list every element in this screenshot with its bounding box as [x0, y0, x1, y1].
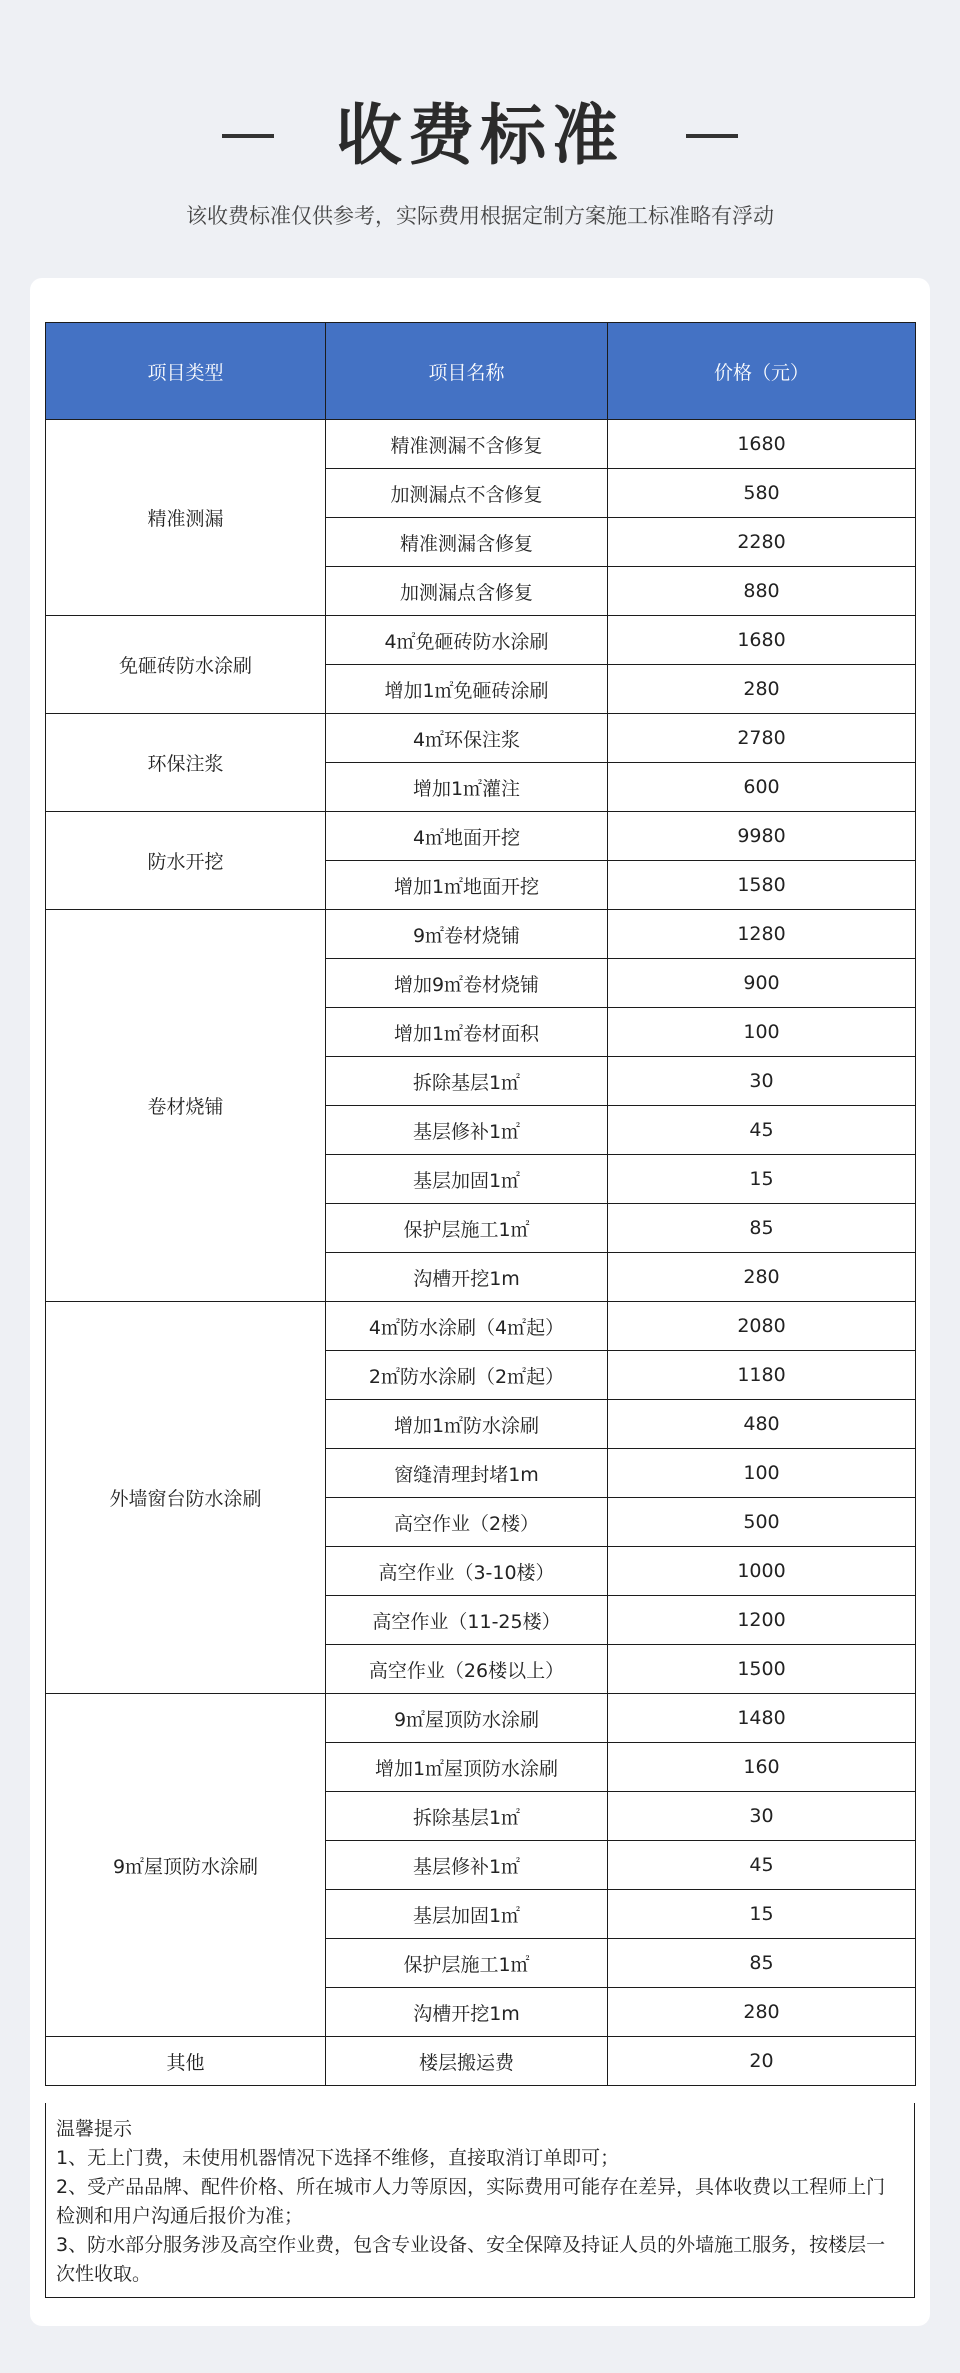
cell-item-name: 增加9㎡卷材烧铺 — [326, 959, 608, 1008]
cell-item-type: 其他 — [46, 2037, 326, 2086]
notes-box — [45, 2103, 915, 2298]
cell-item-name: 增加1㎡防水涂刷 — [326, 1400, 608, 1449]
cell-item-name: 沟槽开挖1m — [326, 1988, 608, 2037]
cell-item-type: 外墙窗台防水涂刷 — [46, 1302, 326, 1694]
cell-item-price: 30 — [608, 1057, 916, 1106]
cell-item-price: 9980 — [608, 812, 916, 861]
cell-item-type: 环保注浆 — [46, 714, 326, 812]
notes-title: 温馨提示 — [56, 2118, 133, 2140]
cell-item-price: 1580 — [608, 861, 916, 910]
note-line: 2、受产品品牌、配件价格、所在城市人力等原因，实际费用可能存在差异，具体收费以工程师上门检测和用户沟通后报价为准； — [56, 2176, 886, 2227]
cell-item-price: 1180 — [608, 1351, 916, 1400]
cell-item-name: 楼层搬运费 — [326, 2037, 608, 2086]
cell-item-price: 900 — [608, 959, 916, 1008]
cell-item-price: 1480 — [608, 1694, 916, 1743]
cell-item-name: 9㎡屋顶防水涂刷 — [326, 1694, 608, 1743]
cell-item-price: 45 — [608, 1106, 916, 1155]
title-dash-left — [222, 134, 274, 138]
column-header-price: 价格（元） — [608, 323, 916, 420]
cell-item-price: 30 — [608, 1792, 916, 1841]
cell-item-price: 85 — [608, 1204, 916, 1253]
cell-item-price: 15 — [608, 1155, 916, 1204]
cell-item-name: 窗缝清理封堵1m — [326, 1449, 608, 1498]
cell-item-price: 280 — [608, 665, 916, 714]
note-line: 3、防水部分服务涉及高空作业费，包含专业设备、安全保障及持证人员的外墙施工服务，按楼层一次性收取。 — [56, 2234, 886, 2285]
cell-item-name: 加测漏点含修复 — [326, 567, 608, 616]
cell-item-name: 基层修补1㎡ — [326, 1106, 608, 1155]
cell-item-price: 1200 — [608, 1596, 916, 1645]
cell-item-name: 高空作业（11-25楼） — [326, 1596, 608, 1645]
cell-item-price: 45 — [608, 1841, 916, 1890]
cell-item-price: 2080 — [608, 1302, 916, 1351]
cell-item-name: 4㎡防水涂刷（4㎡起） — [326, 1302, 608, 1351]
cell-item-name: 精准测漏含修复 — [326, 518, 608, 567]
cell-item-price: 20 — [608, 2037, 916, 2086]
cell-item-name: 精准测漏不含修复 — [326, 420, 608, 469]
cell-item-name: 保护层施工1㎡ — [326, 1204, 608, 1253]
price-card — [30, 278, 930, 2326]
column-header-type: 项目类型 — [46, 323, 326, 420]
cell-item-price: 100 — [608, 1008, 916, 1057]
cell-item-name: 增加1㎡灌注 — [326, 763, 608, 812]
cell-item-type: 防水开挖 — [46, 812, 326, 910]
cell-item-price: 160 — [608, 1743, 916, 1792]
cell-item-type: 卷材烧铺 — [46, 910, 326, 1302]
cell-item-price: 500 — [608, 1498, 916, 1547]
table-row — [46, 420, 916, 469]
cell-item-price: 480 — [608, 1400, 916, 1449]
cell-item-type: 9㎡屋顶防水涂刷 — [46, 1694, 326, 2037]
cell-item-name: 增加1㎡免砸砖涂刷 — [326, 665, 608, 714]
cell-item-price: 85 — [608, 1939, 916, 1988]
title-row — [0, 88, 960, 184]
cell-item-name: 加测漏点不含修复 — [326, 469, 608, 518]
cell-item-name: 9㎡卷材烧铺 — [326, 910, 608, 959]
cell-item-price: 280 — [608, 1253, 916, 1302]
table-row — [46, 714, 916, 763]
cell-item-price: 580 — [608, 469, 916, 518]
cell-item-price: 100 — [608, 1449, 916, 1498]
cell-item-price: 2780 — [608, 714, 916, 763]
page-subtitle: 该收费标准仅供参考，实际费用根据定制方案施工标准略有浮动 — [186, 204, 774, 228]
cell-item-price: 880 — [608, 567, 916, 616]
column-header-name: 项目名称 — [326, 323, 608, 420]
cell-item-price: 1000 — [608, 1547, 916, 1596]
page-title: 收费标准 — [336, 97, 624, 174]
cell-item-name: 2㎡防水涂刷（2㎡起） — [326, 1351, 608, 1400]
cell-item-price: 280 — [608, 1988, 916, 2037]
cell-item-type: 精准测漏 — [46, 420, 326, 616]
cell-item-name: 拆除基层1㎡ — [326, 1057, 608, 1106]
note-line: 1、无上门费，未使用机器情况下选择不维修，直接取消订单即可； — [56, 2147, 620, 2169]
cell-item-price: 2280 — [608, 518, 916, 567]
cell-item-name: 拆除基层1㎡ — [326, 1792, 608, 1841]
page-header — [0, 0, 960, 278]
cell-item-name: 4㎡免砸砖防水涂刷 — [326, 616, 608, 665]
cell-item-price: 1680 — [608, 616, 916, 665]
price-table-body — [46, 420, 916, 2086]
title-dash-right — [686, 134, 738, 138]
cell-item-name: 4㎡地面开挖 — [326, 812, 608, 861]
cell-item-name: 保护层施工1㎡ — [326, 1939, 608, 1988]
table-header-row — [46, 323, 916, 420]
cell-item-name: 增加1㎡地面开挖 — [326, 861, 608, 910]
cell-item-price: 15 — [608, 1890, 916, 1939]
table-row — [46, 812, 916, 861]
cell-item-price: 600 — [608, 763, 916, 812]
cell-item-name: 基层加固1㎡ — [326, 1890, 608, 1939]
cell-item-price: 1280 — [608, 910, 916, 959]
table-row — [46, 1302, 916, 1351]
cell-item-name: 高空作业（2楼） — [326, 1498, 608, 1547]
cell-item-name: 增加1㎡屋顶防水涂刷 — [326, 1743, 608, 1792]
price-table — [45, 322, 916, 2086]
table-row — [46, 2037, 916, 2086]
cell-item-name: 增加1㎡卷材面积 — [326, 1008, 608, 1057]
cell-item-type: 免砸砖防水涂刷 — [46, 616, 326, 714]
cell-item-name: 高空作业（26楼以上） — [326, 1645, 608, 1694]
table-row — [46, 616, 916, 665]
cell-item-name: 沟槽开挖1m — [326, 1253, 608, 1302]
table-row — [46, 910, 916, 959]
cell-item-name: 基层修补1㎡ — [326, 1841, 608, 1890]
cell-item-price: 1680 — [608, 420, 916, 469]
cell-item-price: 1500 — [608, 1645, 916, 1694]
table-row — [46, 1694, 916, 1743]
cell-item-name: 4㎡环保注浆 — [326, 714, 608, 763]
cell-item-name: 高空作业（3-10楼） — [326, 1547, 608, 1596]
cell-item-name: 基层加固1㎡ — [326, 1155, 608, 1204]
